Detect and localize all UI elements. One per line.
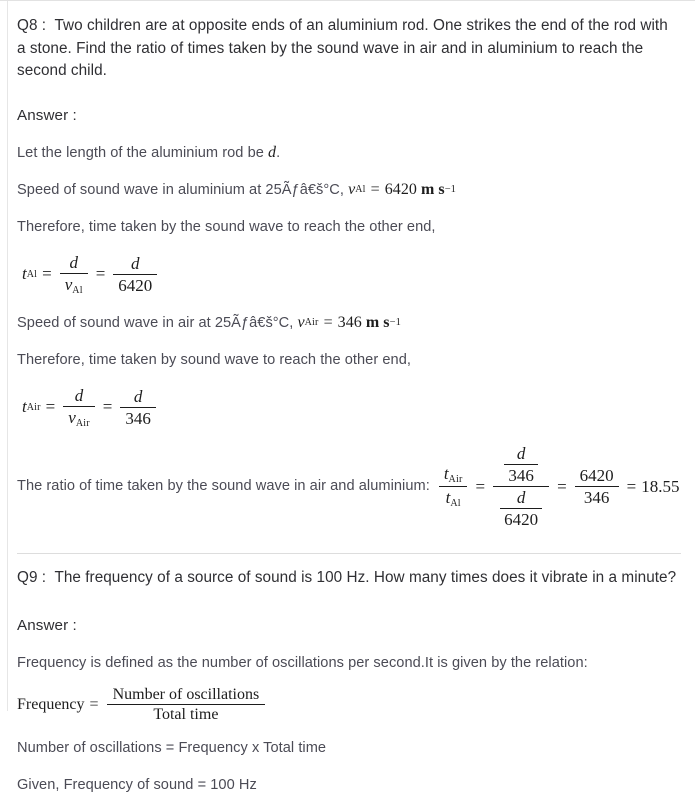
speed-aluminium-unit: m s [420, 180, 445, 198]
fraction-bar [439, 486, 468, 487]
v-subscript: Air [75, 417, 90, 429]
numerator-number-of-oscillations: Number of oscillations [112, 685, 260, 703]
fraction-bar [60, 273, 88, 274]
denominator-346: 346 [508, 465, 534, 485]
v-symbol: v [297, 313, 305, 331]
fraction-bar [575, 486, 619, 487]
fraction-bar [504, 464, 538, 465]
numerator-6420: 6420 [579, 465, 614, 485]
numerator-d: d [133, 386, 143, 406]
equals-sign: = [370, 180, 380, 198]
equals-sign: = [626, 476, 637, 496]
denominator-v-al [60, 275, 88, 296]
fraction-bar [63, 406, 94, 407]
line-therefore-aluminium: Therefore, time taken by the sound wave to reach the other end, [17, 218, 436, 235]
numerator-d: d [74, 385, 84, 405]
speed-aluminium-value: 6420 [384, 180, 417, 198]
question-9-text: The frequency of a source of sound is 100 Hz. How many times does it vibrate in a minute? [54, 569, 677, 587]
t-subscript: Air [448, 473, 463, 485]
fraction-bar [120, 407, 156, 408]
line-speed-air-text: Speed of sound wave in air at 25Ãƒâ€š°C, [17, 314, 294, 331]
v-symbol: v [64, 274, 73, 294]
v-symbol: v [68, 407, 76, 427]
line-therefore-air: Therefore, time taken by sound wave to reach the other end, [17, 351, 411, 368]
fraction-d-over-v [60, 253, 88, 296]
equals-sign: = [557, 476, 567, 496]
speed-air-unit-exponent: −1 [389, 316, 401, 328]
speed-aluminium-expression [348, 180, 456, 200]
line-rod-length [17, 126, 695, 163]
v-subscript-air: Air [304, 316, 319, 328]
t-symbol: t [445, 488, 451, 507]
equation-ratio [436, 444, 680, 529]
t-symbol: t [443, 463, 449, 483]
fraction-d-over-v [63, 386, 94, 429]
line-number-of-oscillations: Number of oscillations = Frequency x Total time [17, 740, 327, 757]
v-symbol: v [348, 180, 356, 198]
main-fraction-bar [493, 486, 549, 487]
fraction-oscillations-over-time [107, 686, 266, 725]
fraction-d-over-346 [120, 387, 156, 428]
line-speed-air [17, 296, 695, 333]
equation-t-aluminium [17, 237, 695, 296]
line-rod-length-text: Let the length of the aluminium rod be [17, 144, 264, 161]
numerator-t-air [439, 464, 468, 485]
speed-aluminium-unit-exponent: −1 [444, 183, 456, 195]
t-subscript: Al [450, 498, 461, 509]
complex-fraction-denominator [493, 488, 549, 529]
equals-sign: = [95, 264, 106, 284]
t-symbol-al: t [22, 264, 27, 284]
question-8-text: Two children are at opposite ends of an aluminium rod. One strikes the end of the rod with a stone. Find the ratio of times taken by the sound wave in air and in aluminium to reach the second child. [17, 17, 668, 79]
equation-t-air [17, 370, 695, 429]
numerator-d: d [516, 443, 526, 463]
fraction-bar [113, 274, 157, 275]
content-column [17, 1, 695, 795]
equals-sign: = [323, 313, 333, 331]
complex-fraction-numerator [497, 444, 545, 485]
fraction-d-over-6420 [113, 254, 157, 295]
denominator-6420: 6420 [118, 275, 153, 295]
ratio-result-row [17, 429, 695, 528]
fraction-bar [107, 704, 266, 705]
question-8 [17, 1, 677, 83]
v-subscript: Al [72, 284, 83, 296]
t-subscript-al: Al [26, 268, 38, 280]
frequency-label: Frequency [17, 695, 85, 713]
t-symbol-air: t [22, 397, 27, 417]
line-frequency-definition: Frequency is defined as the number of oscillations per second.It is given by the relation: [17, 654, 588, 671]
line-speed-aluminium-text: Speed of sound wave in aluminium at 25Ãƒâ€š°C, [17, 181, 344, 198]
equals-sign: = [102, 397, 113, 417]
equation-frequency [17, 673, 695, 725]
ratio-lead-text: The ratio of time taken by the sound wave in air and aluminium: [17, 477, 430, 494]
numerator-d: d [131, 253, 140, 273]
denominator-v-air [63, 408, 94, 429]
equals-sign: = [475, 476, 486, 496]
answer-8-label: Answer : [17, 106, 77, 124]
ratio-final-value: 18.55 [641, 476, 680, 496]
equals-sign: = [45, 397, 56, 417]
answer-9-label: Answer : [17, 616, 77, 634]
equals-sign: = [42, 264, 52, 284]
complex-fraction [493, 444, 549, 529]
fraction-tair-over-tal [439, 464, 468, 509]
question-8-label: Q8 : [17, 17, 47, 34]
question-9-label: Q9 : [17, 569, 47, 587]
line-rod-length-period: . [276, 144, 281, 161]
t-subscript-air: Air [26, 401, 41, 413]
left-border-rule [7, 1, 8, 711]
v-subscript-al: Al [355, 183, 366, 195]
question-9 [17, 554, 677, 590]
denominator-t-al [441, 488, 466, 509]
numerator-d: d [69, 252, 78, 272]
line-speed-aluminium [17, 163, 695, 200]
speed-air-expression [297, 313, 400, 333]
fraction-d-over-6420 [500, 488, 542, 529]
denominator-6420: 6420 [504, 510, 539, 530]
denominator-total-time: Total time [153, 706, 219, 724]
line-given-frequency: Given, Frequency of sound = 100 Hz [17, 777, 257, 794]
equals-sign: = [89, 695, 99, 713]
fraction-6420-over-346 [575, 466, 619, 507]
denominator-346: 346 [583, 488, 610, 507]
fraction-d-over-346 [504, 444, 538, 485]
fraction-bar [500, 508, 542, 509]
denominator-346: 346 [125, 408, 151, 428]
speed-air-value: 346 [337, 313, 362, 331]
variable-d: d [268, 143, 277, 161]
numerator-d: d [516, 488, 526, 507]
speed-air-unit: m s [365, 313, 390, 331]
